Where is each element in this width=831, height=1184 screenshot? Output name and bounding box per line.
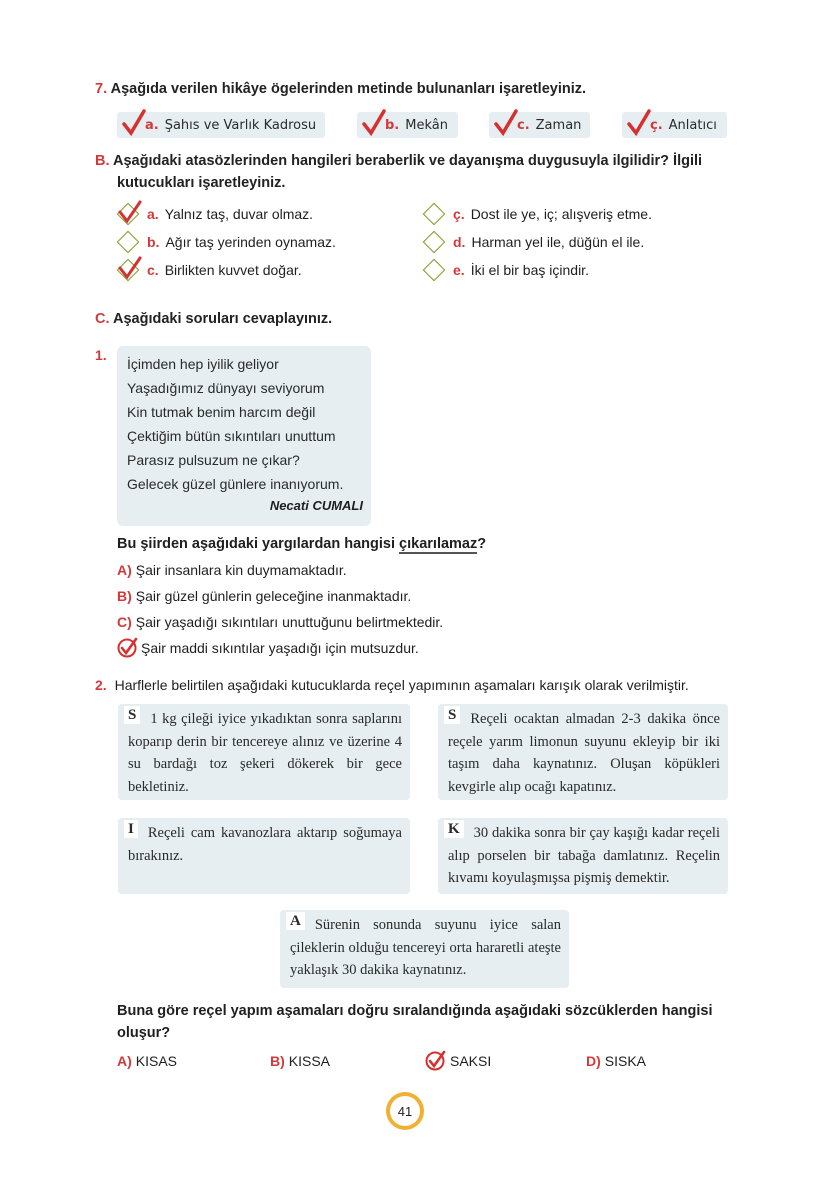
option-text: Şair güzel günlerin geleceğine inanmaktadır. [135,588,412,604]
q1-option-c[interactable] [117,612,443,632]
check-icon [116,254,144,282]
sectionB-number: B. [95,153,110,169]
check-icon [116,198,144,226]
option-letter: A) [117,562,132,578]
proverb-letter: d. [453,234,466,250]
q2-intro-text: Harflerle belirtilen aşağıdaki kutucuklarda reçel yapımının aşamaları karışık olarak verilmiştir. [114,677,689,693]
q1-question-emph: çıkarılamaz [399,536,478,552]
sectionC-title: Aşağıdaki soruları cevaplayınız. [113,311,333,327]
option-text: Şair maddi sıkıntılar yaşadığı için mutsuzdur. [141,640,419,656]
item-text: Zaman [535,117,582,133]
step-box-k [438,818,728,894]
checkbox-diamond[interactable] [423,259,446,282]
checkbox-diamond[interactable] [423,203,446,226]
proverb-letter: e. [453,262,465,278]
section7-item-b[interactable] [357,112,458,138]
selected-check-icon [117,637,139,659]
proverb-letter: b. [147,234,160,250]
sectionC-number: C. [95,311,110,327]
step-text: 30 dakika sonra bir çay kaşığı kadar reçeli alıp porselen bir tabağa damlatınız. Reçelin kıvamı koyulaşmışsa pişmiş demektir. [448,825,720,886]
option-letter: D) [586,1053,601,1069]
option-text: Şair insanlara kin duymamaktadır. [135,562,347,578]
step-text: 1 kg çileği iyice yıkadıktan sonra saplarını koparıp derin bir tencereye alınız ve üzerine 4 su bardağı toz şekeri dökerek bir gece bekletiniz. [128,711,402,795]
option-text: SISKA [604,1053,647,1069]
q2-option-d[interactable] [586,1051,646,1071]
proverb-text: Yalnız taş, duvar olmaz. [164,206,314,222]
option-text: SAKSI [450,1053,492,1069]
selected-check-icon [424,1050,448,1072]
proverb-text: Birlikten kuvvet doğar. [164,262,302,278]
step-box-s1 [118,704,410,800]
q1-number: 1. [95,347,107,363]
poem-line: Gelecek güzel günlere inanıyorum. [127,476,344,492]
q2-question-line1: Buna göre reçel yapım aşamaları doğru sıralandığında aşağıdaki sözcüklerden hangisi [117,1003,713,1019]
proverb-text: Harman yel ile, düğün el ile. [471,234,645,250]
step-text: Reçeli ocaktan almadan 2-3 dakika önce reçele yarım limonun suyunu ekleyip bir iki taşım daha kaynatınız. Oluşan köpükleri kevgirle alıp ocağı kapatınız. [448,711,720,795]
page-number-badge [386,1092,424,1130]
item-text: Mekân [405,117,448,133]
poem-box [117,346,371,526]
proverb-text: Dost ile ye, iç; alışveriş etme. [470,206,652,222]
step-tag: A [286,912,305,930]
sectionB-question-line1: Aşağıdaki atasözlerinden hangileri beraberlik ve dayanışma duygusuyla ilgilidir? İlgili [113,153,703,169]
check-icon [626,108,652,138]
item-letter: ç. [650,117,663,133]
q2-intro [95,677,689,693]
proverb-letter: a. [147,206,159,222]
step-box-s2 [438,704,728,800]
q1-option-d-selected[interactable] [117,638,419,658]
page-number: 41 [390,1096,420,1126]
q2-option-b[interactable] [270,1051,330,1071]
sectionB-heading [95,150,735,194]
check-icon [121,108,147,138]
check-icon [493,108,519,138]
option-text: KISAS [135,1053,178,1069]
proverb-letter: c. [147,262,159,278]
step-text: Sürenin sonunda suyunu iyice salan çileklerin olduğu tencereyi orta hararetli ateşte yaklaşık 30 dakika kaynatınız. [290,917,561,978]
item-text: Anlatıcı [668,117,717,133]
option-text: KISSA [288,1053,331,1069]
q2-option-c-selected[interactable] [424,1051,491,1071]
option-text: Şair yaşadığı sıkıntıları unuttuğunu belirtmektedir. [135,614,444,630]
section7-item-cc[interactable] [622,112,727,138]
q2-option-a[interactable] [117,1051,177,1071]
q2-number: 2. [95,677,107,693]
option-letter: B) [117,588,132,604]
checkbox-diamond[interactable] [117,231,140,254]
section7-item-a[interactable] [117,112,325,138]
option-letter: A) [117,1053,132,1069]
item-letter: b. [385,117,400,133]
step-tag: K [444,820,464,838]
step-tag: S [444,706,460,724]
step-tag: S [124,706,140,724]
step-box-i [118,818,410,894]
item-text: Şahıs ve Varlık Kadrosu [164,117,317,133]
q2-question [117,1000,732,1044]
step-text: Reçeli cam kavanozlara aktarıp soğumaya bırakınız. [128,825,402,864]
poem-author: Necati CUMALI [269,498,363,513]
poem-line: Yaşadığımız dünyayı seviyorum [127,380,325,396]
section7-number: 7. [95,81,108,97]
option-letter: C) [117,614,132,630]
option-letter: B) [270,1053,285,1069]
proverb-text: İki el bir baş içindir. [470,262,589,278]
q1-question-post: ? [477,536,487,552]
poem-line: Kin tutmak benim harcım değil [127,404,316,420]
check-icon [361,108,387,138]
q1-question [117,536,486,552]
q2-question-line2: oluşur? [117,1025,171,1041]
proverb-letter: ç. [453,206,465,222]
step-box-a [280,910,569,988]
poem-line: Çektiğim bütün sıkıntıları unuttum [127,428,336,444]
poem-line: İçimden hep iyilik geliyor [127,356,279,372]
proverb-text: Ağır taş yerinden oynamaz. [165,234,336,250]
sectionB-question-line2: kutucukları işaretleyiniz. [117,175,286,191]
item-letter: a. [145,117,159,133]
section7-item-c[interactable] [489,112,590,138]
step-tag: I [124,820,138,838]
q1-option-a[interactable] [117,560,347,580]
q1-option-b[interactable] [117,586,411,606]
poem-line: Parasız pulsuzum ne çıkar? [127,452,300,468]
item-letter: c. [517,117,530,133]
checkbox-diamond[interactable] [423,231,446,254]
section7-question: Aşağıda verilen hikâye ögelerinden metinde bulunanları işaretleyiniz. [110,81,587,97]
section7-heading [95,78,586,100]
q1-question-pre: Bu şiirden aşağıdaki yargılardan hangisi [117,536,400,552]
sectionC-heading [95,308,332,330]
